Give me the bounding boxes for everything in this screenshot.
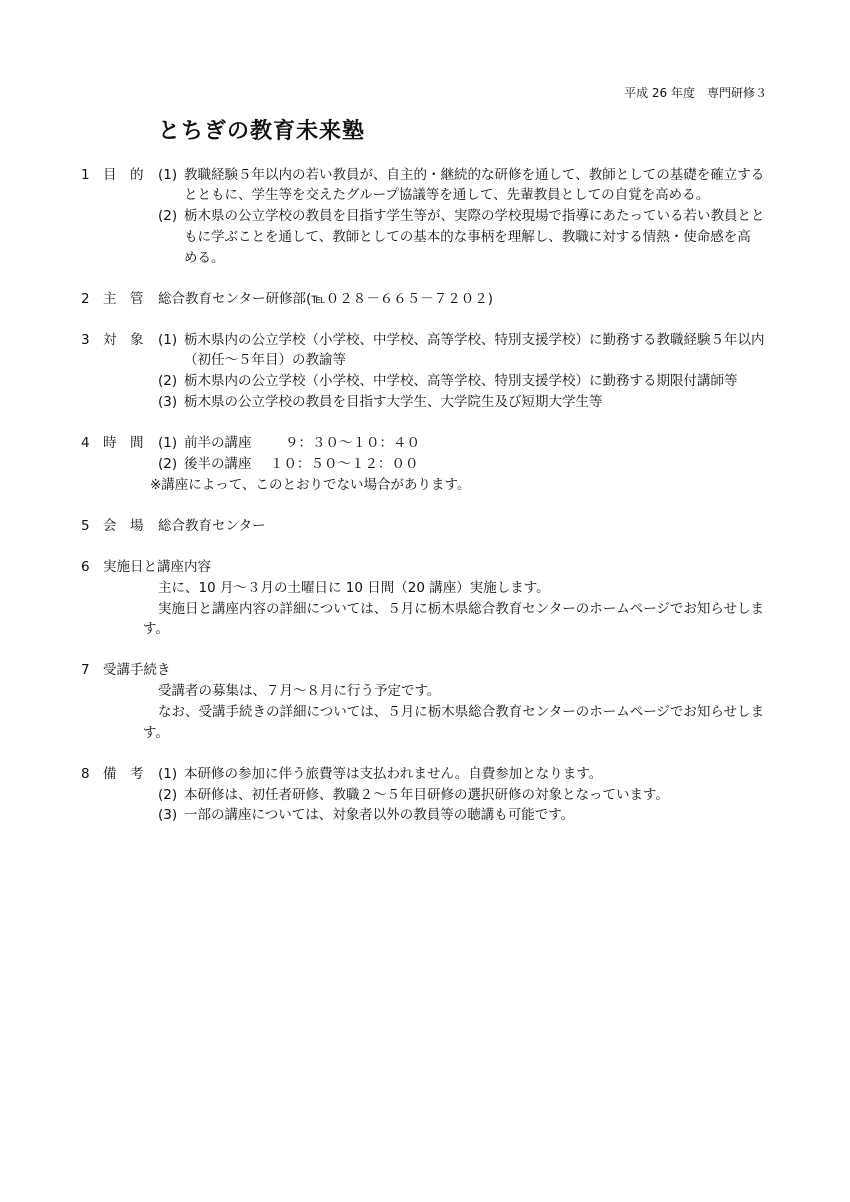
section-number: 4 bbox=[81, 435, 90, 451]
item-text: 栃木県の公立学校の教員を目指す学生等が、実際の学校現場で指導にあたっている若い教員とと bbox=[184, 208, 765, 224]
item-number: (1) bbox=[158, 766, 178, 782]
item-text: める。 bbox=[184, 250, 225, 266]
section-heading: 会 場 bbox=[103, 518, 144, 534]
section-text: なお、受講手続きの詳細については、５月に栃木県総合教育センターのホームページでお知らせしま bbox=[158, 704, 765, 720]
section-text: 主に、10 月～３月の土曜日に 10 日間（20 講座）実施します。 bbox=[158, 580, 550, 596]
session-name: 後半の講座 bbox=[184, 456, 252, 472]
item-text: 栃木県内の公立学校（小学校、中学校、高等学校、特別支援学校）に勤務する教職経験５年以内 bbox=[184, 332, 765, 348]
item-number: (2) bbox=[158, 456, 178, 472]
section-number: 3 bbox=[81, 332, 90, 348]
item-text: 栃木県内の公立学校（小学校、中学校、高等学校、特別支援学校）に勤務する期限付講師等 bbox=[184, 373, 738, 389]
item-text: とともに、学生等を交えたグループ協議等を通して、先輩教員としての自覚を高める。 bbox=[184, 187, 710, 203]
item-text: 本研修は、初任者研修、教職２～５年目研修の選択研修の対象となっています。 bbox=[184, 787, 669, 803]
section-number: 2 bbox=[81, 291, 90, 307]
section-number: 5 bbox=[81, 518, 90, 534]
section-number: 7 bbox=[81, 662, 90, 678]
section-number: 1 bbox=[81, 167, 90, 183]
item-number: (1) bbox=[158, 332, 178, 348]
section-text: す。 bbox=[143, 725, 169, 741]
item-number: (3) bbox=[158, 807, 178, 823]
section-text: す。 bbox=[143, 621, 169, 637]
session-time: ９：３０～１０：４０ bbox=[285, 435, 420, 451]
item-number: (2) bbox=[158, 787, 178, 803]
section-heading: 備 考 bbox=[103, 766, 144, 782]
item-number: (3) bbox=[158, 394, 178, 410]
section-number: 8 bbox=[81, 766, 90, 782]
section-heading: 受講手続き bbox=[103, 662, 171, 678]
item-text: 一部の講座については、対象者以外の教員等の聴講も可能です。 bbox=[184, 807, 575, 823]
item-text: （初任～５年目）の教諭等 bbox=[184, 352, 346, 368]
section-heading: 対 象 bbox=[103, 332, 144, 348]
item-text: 本研修の参加に伴う旅費等は支払われません。自費参加となります。 bbox=[184, 766, 603, 782]
section-text: 実施日と講座内容の詳細については、５月に栃木県総合教育センターのホームページでお知らせしま bbox=[158, 601, 765, 617]
section-number: 6 bbox=[81, 559, 90, 575]
header-label: 平成 26 年度 専門研修３ bbox=[624, 86, 767, 100]
item-number: (2) bbox=[158, 373, 178, 389]
section-heading: 実施日と講座内容 bbox=[103, 559, 211, 575]
session-name: 前半の講座 bbox=[184, 435, 252, 451]
time-note: ※講座によって、このとおりでない場合があります。 bbox=[150, 477, 471, 493]
item-number: (1) bbox=[158, 167, 178, 183]
session-time: １０：５０～１２：００ bbox=[270, 456, 419, 472]
section-heading: 目 的 bbox=[103, 167, 144, 183]
section-heading: 時 間 bbox=[103, 435, 144, 451]
section-text: 受講者の募集は、７月～８月に行う予定です。 bbox=[158, 683, 441, 699]
section-text: 総合教育センター bbox=[158, 518, 266, 534]
section-text: 総合教育センター研修部(℡０２８－６６５－７２０２) bbox=[158, 291, 493, 307]
section-heading: 主 管 bbox=[103, 291, 144, 307]
item-text: もに学ぶことを通して、教師としての基本的な事柄を理解し、教職に対する情熱・使命感を高 bbox=[184, 229, 751, 245]
item-number: (2) bbox=[158, 208, 178, 224]
item-text: 栃木県の公立学校の教員を目指す大学生、大学院生及び短期大学生等 bbox=[184, 394, 603, 410]
item-number: (1) bbox=[158, 435, 178, 451]
page-title: とちぎの教育未来塾 bbox=[158, 119, 366, 144]
item-text: 教職経験５年以内の若い教員が、自主的・継続的な研修を通して、教師としての基礎を確立する bbox=[184, 167, 765, 183]
